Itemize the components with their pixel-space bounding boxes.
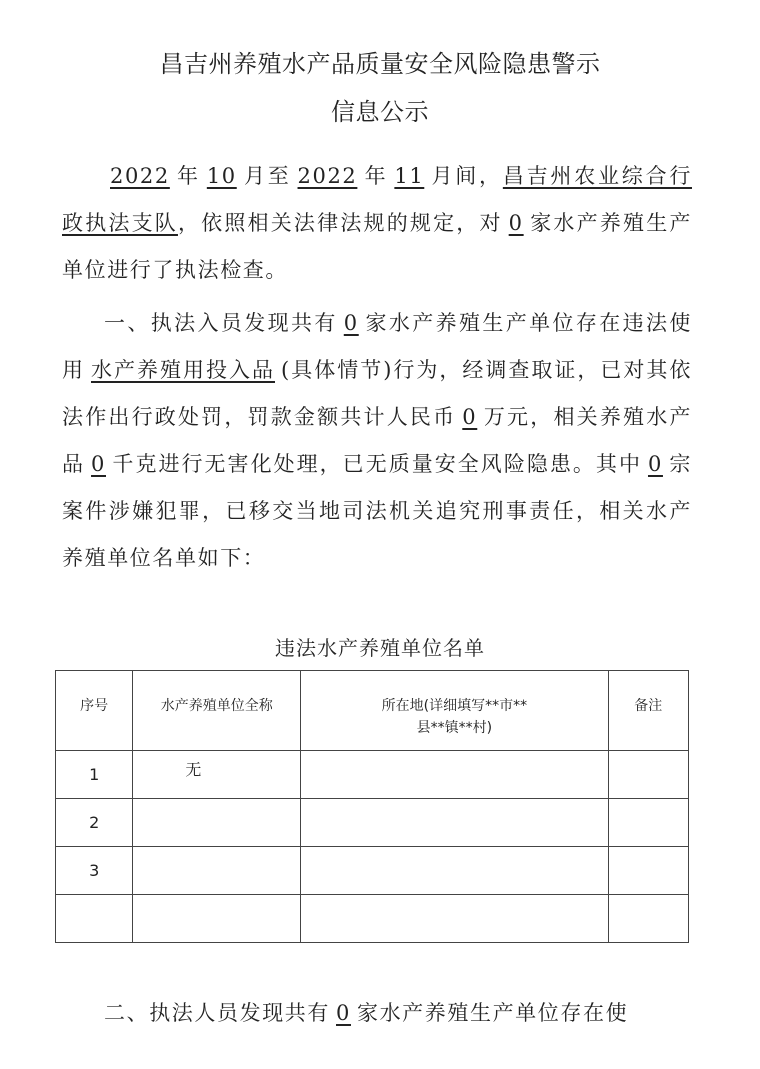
violators-table xyxy=(55,670,689,943)
usage-count: 0 xyxy=(336,1001,351,1025)
paragraph-intro xyxy=(62,153,692,294)
disposed-kg: 0 xyxy=(91,452,106,476)
paragraph-section-2 xyxy=(62,990,692,1037)
row-remarks xyxy=(608,847,688,895)
text-intro-2: 家水产养殖生产单位进行了执法检查。 xyxy=(62,211,692,282)
text-intro-1: ，依照相关法律法规的规定，对 xyxy=(177,211,503,235)
row-remarks xyxy=(608,799,688,847)
row-serial xyxy=(56,895,133,943)
document-title: 昌吉州养殖水产品质量安全风险隐患警示 xyxy=(159,50,601,78)
header-location: 所在地(详细填写**市**县**镇**村) xyxy=(301,671,608,751)
document-subtitle: 信息公示 xyxy=(331,98,429,126)
table-row xyxy=(56,751,689,799)
header-serial: 序号 xyxy=(56,671,133,751)
start-month: 10 xyxy=(206,164,237,188)
text-s1-f: 宗案件涉嫌犯罪，已移交当地司法机关追究刑事责任，相关水产养殖单位名单如下： xyxy=(62,452,692,570)
text-s2-a: 二、执法人员发现共有 xyxy=(104,1001,330,1025)
row-location xyxy=(301,751,608,799)
input-item: 水产养殖用投入品 xyxy=(91,358,275,382)
table-row xyxy=(56,895,689,943)
table-row xyxy=(56,799,689,847)
text-month-1: 月至 xyxy=(242,164,292,188)
row-location xyxy=(301,799,608,847)
violation-count: 0 xyxy=(343,311,359,335)
end-year: 2022 xyxy=(297,164,358,188)
inspected-count: 0 xyxy=(508,211,524,235)
header-remarks: 备注 xyxy=(608,671,688,751)
text-year-2: 年 xyxy=(363,164,389,188)
agency-name: 昌吉州农业综合行政执法支队 xyxy=(62,164,692,235)
table-header-row xyxy=(56,671,689,751)
row-unit-name xyxy=(133,799,301,847)
text-s1-e: 千克进行无害化处理，已无质量安全风险隐患。其中 xyxy=(112,452,642,476)
text-s1-b: 家水产养殖生产单位存在违法使用 xyxy=(62,311,692,382)
fine-amount: 0 xyxy=(462,405,478,429)
row-unit-name xyxy=(133,847,301,895)
text-year-1: 年 xyxy=(175,164,201,188)
criminal-cases: 0 xyxy=(647,452,663,476)
start-year: 2022 xyxy=(110,164,170,188)
row-serial: 1 xyxy=(56,751,133,799)
text-s1-d: 万元，相关养殖水产品 xyxy=(62,405,693,476)
row-unit-name xyxy=(133,895,301,943)
row-location xyxy=(301,895,608,943)
text-s1-c: (具体情节)行为，经调查取证，已对其依法作出行政处罚，罚款金额共计人民币 xyxy=(62,358,692,429)
end-month: 11 xyxy=(394,164,425,188)
paragraph-section-1 xyxy=(62,300,692,582)
text-s2-b: 家水产养殖生产单位存在使 xyxy=(356,1001,629,1025)
row-serial: 2 xyxy=(56,799,133,847)
row-location xyxy=(301,847,608,895)
row-serial: 3 xyxy=(56,847,133,895)
row-unit-name: 无 xyxy=(133,751,301,799)
row-remarks xyxy=(608,751,688,799)
row-remarks xyxy=(608,895,688,943)
text-month-2: 月间， xyxy=(430,164,503,188)
table-row xyxy=(56,847,689,895)
table-title: 违法水产养殖单位名单 xyxy=(275,636,485,660)
text-s1-a: 一、执法入员发现共有 xyxy=(104,311,338,335)
header-unit-name: 水产养殖单位全称 xyxy=(133,671,301,751)
